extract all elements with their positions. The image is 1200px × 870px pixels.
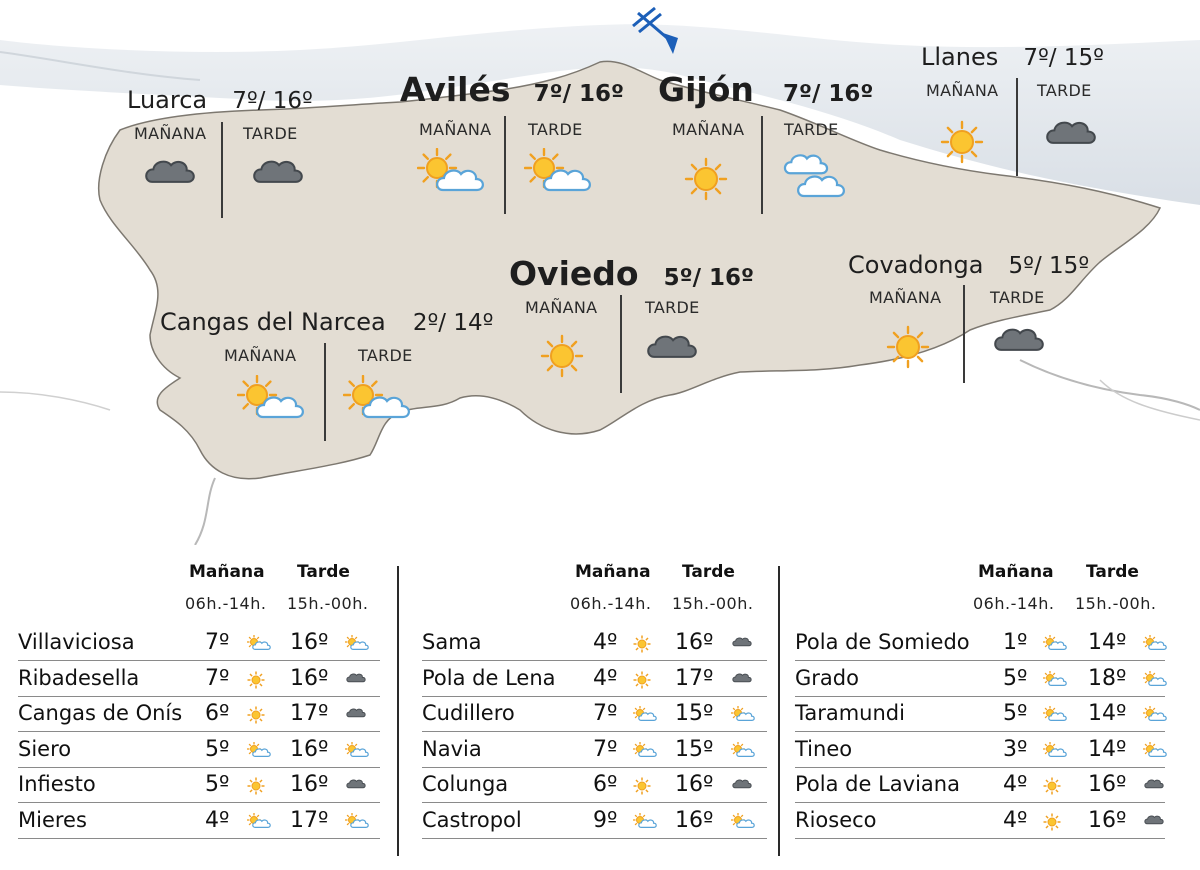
morning-label: MAÑANA [869,288,942,307]
header-afternoon-hours: 15h.-00h. [672,594,754,613]
cloud-icon [730,634,754,654]
row-afternoon-temp: 16º [1088,807,1127,833]
table-row [422,625,767,661]
column-divider [397,566,399,856]
morning-label: MAÑANA [224,346,297,365]
city-name: Llanes [921,43,999,71]
row-afternoon-temp: 14º [1088,736,1127,762]
row-morning-temp: 4º [593,665,618,691]
sun-cloud-icon [1042,705,1068,729]
sun-cloud-icon [730,741,756,765]
row-location: Cangas de Onís [18,701,183,725]
row-morning-temp: 9º [593,807,618,833]
sun-cloud-icon [417,148,489,202]
sun-cloud-icon [1042,670,1068,694]
cloud-icon [344,776,368,796]
morning-label: MAÑANA [525,298,598,317]
city-temps: 7º/ 15º [1023,45,1104,71]
cloud-icon [730,776,754,796]
cloud-icon [1142,812,1166,832]
sun-cloud-icon [1142,741,1168,765]
sun-icon [246,776,266,800]
header-afternoon-hours: 15h.-00h. [1075,594,1157,613]
header-afternoon: Tarde [682,562,735,582]
row-morning-temp: 7º [205,630,230,655]
sun-cloud-icon [344,812,370,836]
row-afternoon-temp: 14º [1088,630,1127,655]
city-temps: 2º/ 14º [412,310,494,336]
row-afternoon-temp: 16º [675,807,714,833]
table-row [795,661,1165,697]
cloud-icon [249,155,307,193]
sun-cloud-icon [1042,634,1068,658]
header-morning-hours: 06h.-14h. [973,594,1055,613]
afternoon-label: TARDE [528,120,583,139]
cloud-icon [730,670,754,690]
row-afternoon-temp: 16º [290,772,329,797]
row-morning-temp: 5º [1003,665,1028,691]
row-morning-temp: 7º [205,665,230,691]
row-afternoon-temp: 16º [675,772,714,797]
header-morning: Mañana [575,562,651,582]
row-location: Cudillero [422,701,515,725]
sun-icon [632,670,652,694]
afternoon-label: TARDE [358,346,413,365]
row-morning-temp: 1º [1003,630,1028,655]
row-location: Rioseco [795,807,877,832]
row-location: Sama [422,630,482,654]
row-location: Siero [18,736,72,761]
header-morning-hours: 06h.-14h. [570,594,652,613]
row-location: Pola de Laviana [795,772,960,796]
sun-cloud-icon [632,705,658,729]
header-afternoon: Tarde [297,562,350,582]
sun-cloud-icon [246,741,272,765]
header-morning: Mañana [978,562,1054,582]
morning-label: MAÑANA [419,120,492,139]
sun-icon [884,323,932,375]
sun-cloud-icon [344,634,370,658]
cloud-icon [1042,116,1100,154]
cloud-icon [1142,776,1166,796]
header-morning: Mañana [189,562,265,582]
morning-label: MAÑANA [672,120,745,139]
table-row [18,696,380,732]
table-row [795,696,1165,732]
row-afternoon-temp: 16º [290,736,329,762]
row-location: Pola de Somiedo [795,630,970,654]
table-row [18,661,380,697]
row-location: Tineo [795,736,853,761]
row-morning-temp: 7º [593,736,618,762]
row-location: Colunga [422,772,509,796]
table-row [795,767,1165,803]
city-temps: 7º/ 16º [232,88,313,114]
sun-cloud-icon [237,375,309,429]
sun-cloud-icon [632,741,658,765]
row-morning-temp: 7º [593,701,618,726]
row-afternoon-temp: 17º [290,807,329,833]
row-morning-temp: 5º [1003,701,1028,726]
row-morning-temp: 4º [593,630,618,655]
row-location: Castropol [422,807,522,832]
morning-label: MAÑANA [134,124,207,143]
afternoon-label: TARDE [990,288,1045,307]
table-row [422,661,767,697]
row-location: Taramundi [795,701,905,725]
row-morning-temp: 4º [1003,807,1028,833]
divider [221,122,223,218]
sun-cloud-icon [1142,705,1168,729]
city-name: Cangas del Narcea [160,308,386,336]
divider [963,285,965,383]
cloud-icon [643,330,701,368]
row-morning-temp: 4º [205,807,230,833]
cloud-icon [990,323,1048,361]
sun-icon [246,705,266,729]
row-morning-temp: 4º [1003,772,1028,797]
city-temps: 5º/ 16º [663,265,755,291]
row-afternoon-temp: 17º [290,701,329,726]
afternoon-label: TARDE [243,124,298,143]
sun-icon [632,634,652,658]
row-location: Infiesto [18,772,96,796]
row-morning-temp: 5º [205,736,230,762]
sun-icon [632,776,652,800]
sun-cloud-icon [1142,670,1168,694]
table-row [18,732,380,768]
row-morning-temp: 5º [205,772,230,797]
table-row [18,803,380,839]
divider [324,343,326,441]
row-location: Navia [422,736,482,761]
table-row [795,732,1165,768]
city-name: Gijón [658,70,754,109]
divider [504,116,506,214]
city-name: Avilés [400,70,511,109]
sun-cloud-icon [246,812,272,836]
header-afternoon-hours: 15h.-00h. [287,594,369,613]
divider [761,116,763,214]
sun-icon [538,332,586,384]
city-covadonga [848,251,1089,279]
sun-cloud-icon [632,812,658,836]
row-morning-temp: 6º [593,772,618,797]
sun-icon [938,118,986,170]
table-row [795,625,1165,661]
city-aviles [400,70,624,109]
table-row [422,732,767,768]
row-morning-temp: 3º [1003,736,1028,762]
table-row [422,767,767,803]
header-afternoon: Tarde [1086,562,1139,582]
sun-cloud-icon [524,148,596,202]
city-luarca [127,86,313,114]
row-afternoon-temp: 15º [675,701,714,726]
sun-cloud-icon [730,812,756,836]
sun-icon [682,155,730,207]
city-cangas-del-narcea [160,308,493,336]
row-location: Villaviciosa [18,630,135,654]
divider [620,295,622,393]
afternoon-label: TARDE [784,120,839,139]
city-temps: 7º/ 16º [533,81,624,107]
row-afternoon-temp: 16º [1088,772,1127,797]
city-name: Luarca [127,86,208,114]
row-afternoon-temp: 16º [290,630,329,655]
city-llanes [921,43,1104,71]
row-afternoon-temp: 15º [675,736,714,762]
sun-cloud-icon [1042,741,1068,765]
afternoon-label: TARDE [645,298,700,317]
sun-cloud-icon [343,375,415,429]
cloud-icon [141,155,199,193]
divider [1016,78,1018,176]
sun-icon [1042,812,1062,836]
sun-cloud-icon [730,705,756,729]
city-name: Covadonga [848,251,984,279]
table-row [18,767,380,803]
row-location: Pola de Lena [422,665,556,690]
row-afternoon-temp: 14º [1088,701,1127,726]
row-afternoon-temp: 17º [675,665,714,691]
sun-icon [246,670,266,694]
table-row [422,696,767,732]
city-gijon [658,70,873,109]
column-divider [778,566,780,856]
header-morning-hours: 06h.-14h. [185,594,267,613]
row-location: Ribadesella [18,665,140,690]
city-name: Oviedo [509,254,639,293]
clouds-icon [780,150,852,212]
row-afternoon-temp: 16º [290,665,329,691]
afternoon-label: TARDE [1037,81,1092,100]
table-row [795,803,1165,839]
table-row [422,803,767,839]
sun-cloud-icon [1142,634,1168,658]
row-location: Mieres [18,807,87,832]
morning-label: MAÑANA [926,81,999,100]
row-morning-temp: 6º [205,701,230,726]
row-location: Grado [795,665,859,690]
city-temps: 7º/ 16º [782,81,874,107]
cloud-icon [344,705,368,725]
table-row [18,625,380,661]
row-afternoon-temp: 18º [1088,665,1127,691]
sun-icon [1042,776,1062,800]
sun-cloud-icon [344,741,370,765]
sun-cloud-icon [246,634,272,658]
city-temps: 5º/ 15º [1008,253,1090,279]
row-afternoon-temp: 16º [675,630,714,655]
city-oviedo [509,254,754,293]
cloud-icon [344,670,368,690]
